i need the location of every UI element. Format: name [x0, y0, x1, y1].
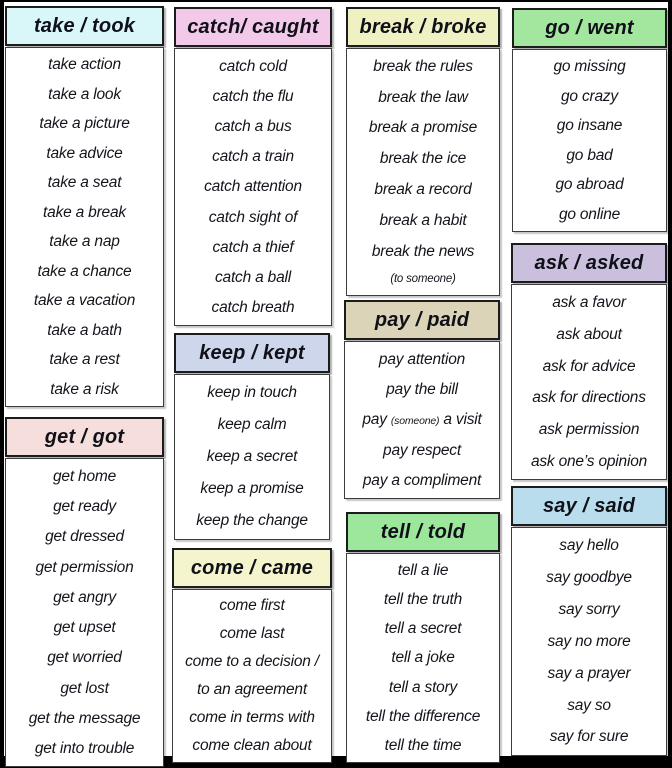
collocation-item: get the message [28, 710, 141, 727]
section-title: tell / told [380, 520, 466, 543]
collocation-item: say sorry [558, 601, 620, 619]
section-header-come [172, 548, 332, 588]
section-come-came [172, 548, 332, 763]
item-text: a visit [443, 411, 482, 429]
section-go-went [512, 8, 667, 232]
collocation-item: get upset [53, 619, 116, 637]
collocation-item: take a vacation [33, 292, 136, 310]
section-header-go [512, 8, 667, 48]
collocation-item: catch sight of [208, 208, 298, 226]
collocation-item: take a rest [49, 351, 120, 369]
collocation-item: say a prayer [547, 664, 631, 682]
section-body [346, 553, 500, 763]
section-title: catch/ caught [187, 15, 319, 38]
section-title: pay / paid [374, 308, 470, 331]
section-body [344, 341, 500, 499]
collocation-item: take advice [46, 144, 123, 162]
section-header-tell [346, 512, 500, 552]
collocation-item: keep a secret [206, 448, 298, 466]
collocation-item: ask for directions [532, 389, 646, 407]
section-header-take [5, 6, 164, 46]
collocation-item: say hello [559, 537, 619, 555]
collocation-item: pay a compliment [362, 472, 482, 490]
collocation-item: get worried [47, 649, 122, 667]
collocation-item: keep in touch [207, 384, 297, 402]
collocation-item: go abroad [555, 176, 624, 194]
collocation-item: break a habit [379, 211, 467, 229]
item-small-text: (someone) [390, 415, 440, 428]
collocation-item: ask for advice [542, 357, 636, 375]
collocation-item: keep the change [196, 512, 308, 530]
section-title: take / took [33, 14, 136, 37]
collocation-item [362, 411, 481, 428]
collocation-item: ask one’s opinion [530, 452, 648, 470]
collocation-item: come clean about [192, 737, 312, 755]
collocation-item: catch the flu [212, 87, 294, 105]
item-text: pay [362, 411, 387, 429]
collocation-item: pay the bill [386, 381, 458, 399]
section-keep-kept [174, 333, 330, 540]
collocation-item: get permission [35, 558, 134, 576]
collocation-item: break the law [378, 88, 468, 106]
collocation-item: tell a joke [391, 649, 455, 667]
section-body [174, 48, 332, 326]
section-body [346, 48, 500, 296]
collocation-item: come in terms with [189, 709, 315, 727]
section-body [5, 47, 164, 407]
collocation-item: break the news [371, 242, 475, 260]
section-body [512, 49, 667, 232]
collocation-item: tell a secret [384, 620, 462, 638]
collocation-item: take action [48, 56, 121, 74]
collocation-item: go crazy [561, 87, 618, 105]
section-body [172, 589, 332, 763]
collocation-item: take a risk [50, 380, 119, 398]
collocation-item: get angry [53, 588, 116, 606]
collocation-item: break a promise [368, 119, 478, 137]
section-title: break / broke [359, 15, 487, 38]
section-body [174, 374, 330, 540]
collocation-item: break the ice [379, 150, 467, 168]
collocation-item: break a record [374, 181, 472, 199]
section-title: ask / asked [534, 251, 644, 274]
collocation-item: to an agreement [197, 681, 307, 699]
collocation-item: pay respect [383, 441, 461, 459]
collocation-item: go insane [556, 117, 623, 135]
collocation-item: get into trouble [34, 740, 135, 758]
section-title: come / came [190, 556, 314, 579]
collocation-item: take a break [43, 203, 126, 221]
section-say-said [511, 486, 667, 756]
section-body [511, 284, 667, 480]
collocation-item: ask a favor [552, 294, 626, 312]
collocation-item: go bad [566, 146, 613, 164]
collocation-item: take a chance [37, 262, 132, 280]
collocation-item: ask permission [538, 420, 640, 438]
collocation-item: take a look [48, 85, 121, 103]
collocation-item: keep calm [217, 416, 287, 434]
section-catch-caught [174, 7, 332, 326]
collocation-item: take a bath [47, 321, 122, 339]
section-title: keep / kept [199, 341, 305, 364]
collocation-item: catch attention [204, 178, 302, 196]
section-body [511, 527, 667, 756]
collocation-item: pay attention [378, 350, 466, 368]
collocation-item: tell the time [384, 736, 462, 754]
section-take-took [5, 6, 164, 407]
collocation-item: catch a train [212, 148, 294, 166]
collocation-item: tell the truth [383, 591, 463, 609]
section-get-got [5, 417, 164, 767]
collocation-item: get dressed [45, 528, 124, 546]
collocation-item: come to a decision / [185, 653, 319, 671]
section-title: go / went [545, 16, 634, 39]
section-header-get [5, 417, 164, 457]
collocation-item: get home [52, 467, 117, 485]
collocation-item: say goodbye [546, 569, 632, 587]
collocation-item: catch cold [219, 57, 287, 75]
section-header-catch [174, 7, 332, 47]
section-break-broke [346, 7, 500, 296]
collocation-item: catch a bus [214, 118, 292, 136]
collocation-item: come last [219, 625, 285, 643]
collocation-item: catch breath [211, 299, 295, 317]
section-pay-paid [344, 300, 500, 499]
section-header-break [346, 7, 500, 47]
section-tell-told [346, 512, 500, 763]
collocation-item: catch a ball [214, 269, 291, 287]
collocation-item: tell the difference [365, 707, 481, 725]
collocation-item: get lost [60, 679, 109, 697]
collocation-item: go missing [553, 58, 626, 76]
collocation-item: take a seat [47, 174, 122, 192]
collocation-item: take a picture [39, 115, 130, 133]
section-body [5, 458, 164, 767]
section-header-ask [511, 243, 667, 283]
collocation-item: come first [219, 597, 285, 615]
section-title: say / said [542, 494, 636, 517]
collocation-item: break the rules [373, 57, 473, 75]
collocation-item: tell a lie [397, 562, 449, 580]
section-header-pay [344, 300, 500, 340]
collocation-note: (to someone) [390, 273, 456, 286]
collocation-item: get ready [53, 497, 116, 515]
collocation-item: take a nap [49, 233, 120, 251]
collocation-item: catch a thief [212, 238, 294, 256]
collocation-item: tell a story [388, 678, 458, 696]
section-ask-asked [511, 243, 667, 480]
section-header-keep [174, 333, 330, 373]
section-title: get / got [44, 425, 125, 448]
collocation-item: ask about [556, 325, 622, 343]
section-header-say [511, 486, 667, 526]
collocation-item: say no more [547, 632, 631, 650]
collocation-item: say for sure [549, 728, 629, 746]
collocation-item: go online [558, 205, 621, 223]
collocation-item: keep a promise [200, 480, 304, 498]
collocation-item: say so [567, 696, 611, 714]
